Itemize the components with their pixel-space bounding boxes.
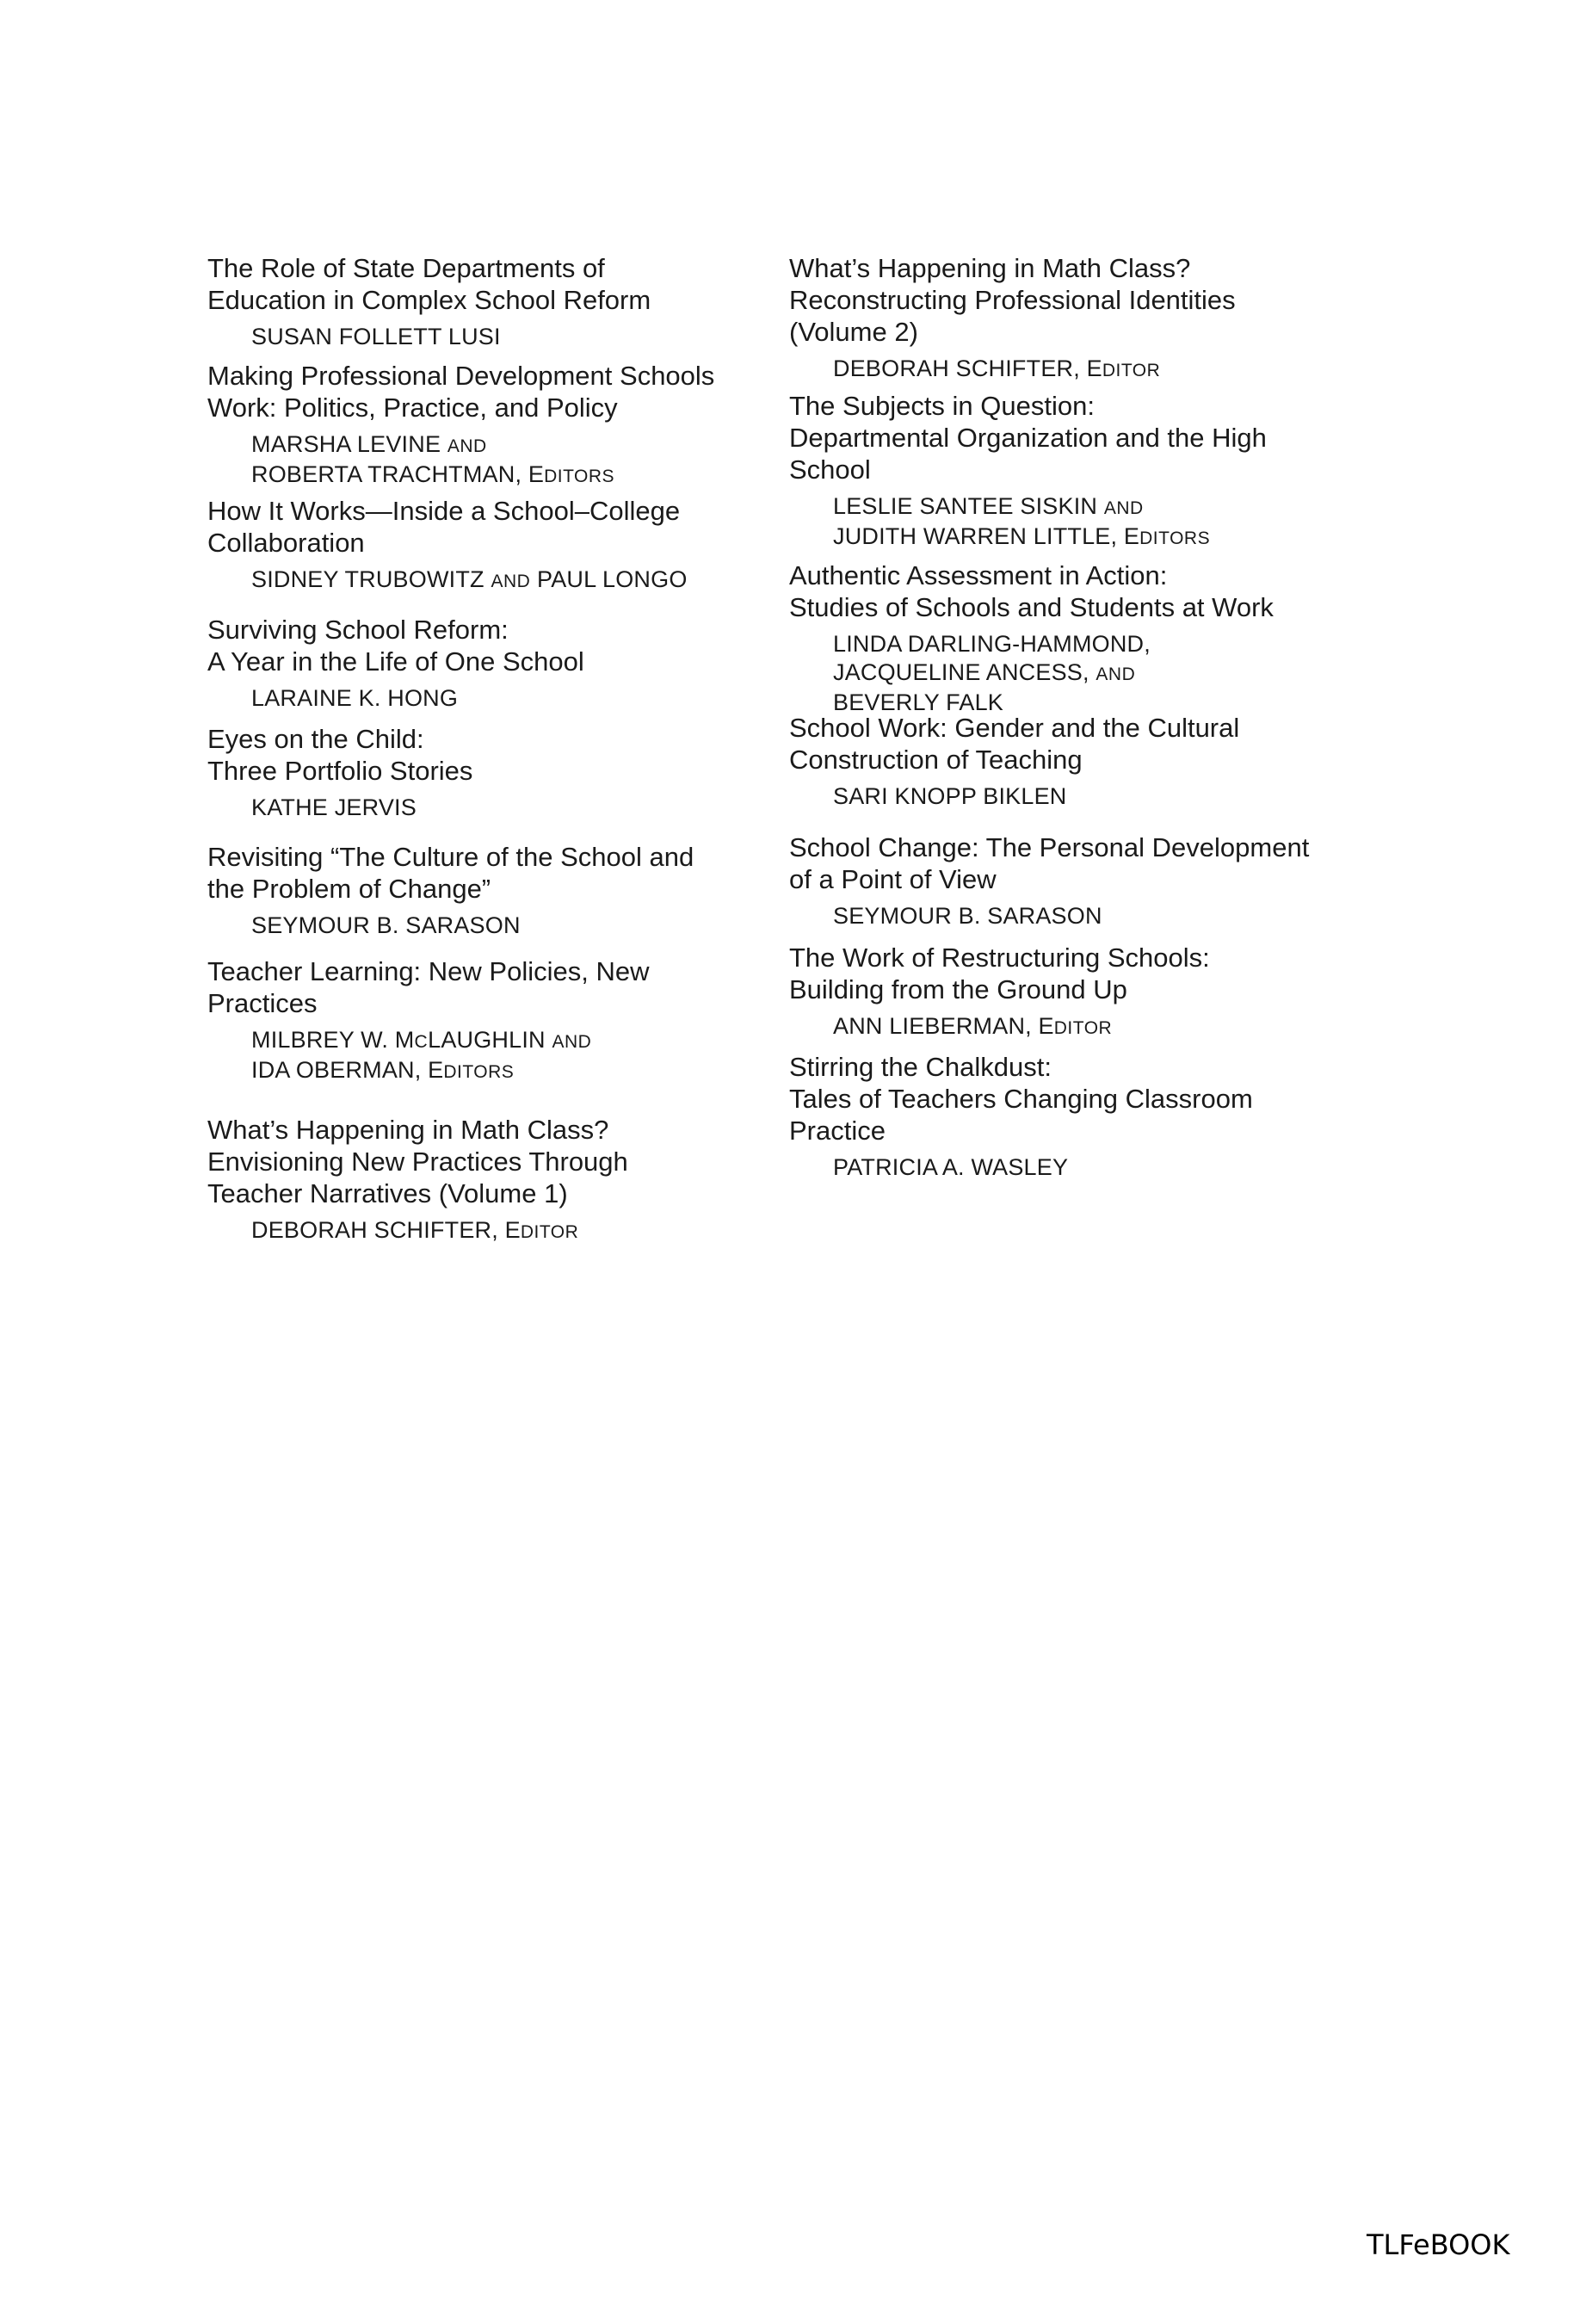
author-text: SEYMOUR B. SARASON	[833, 903, 1102, 929]
author-text: DITORS	[1139, 528, 1211, 548]
book-authors	[833, 782, 1357, 811]
book-authors	[251, 1216, 775, 1246]
book-entry	[207, 1114, 775, 1246]
watermark: TLFeBOOK	[1367, 2228, 1510, 2261]
author-text: C	[414, 1032, 429, 1052]
book-title: The Subjects in Question: Departmental Organization and the High School	[789, 391, 1267, 485]
book-authors	[833, 1012, 1357, 1042]
book-title: Teacher Learning: New Policies, New Practices	[207, 956, 650, 1018]
book-authors	[833, 492, 1357, 553]
author-text: SUSAN FOLLETT LUSI	[251, 324, 501, 349]
author-text: KATHE JERVIS	[251, 794, 417, 820]
book-entry	[789, 252, 1357, 385]
book-entry	[207, 955, 775, 1086]
author-text: IDA OBERMAN, E	[251, 1057, 444, 1083]
book-title: The Role of State Departments of Education in Complex School Reform	[207, 253, 651, 315]
author-text: DEBORAH SCHIFTER, E	[251, 1217, 521, 1243]
author-text: DITOR	[520, 1222, 579, 1242]
book-authors	[833, 630, 1357, 717]
book-entry	[207, 841, 775, 940]
book-entry	[789, 942, 1357, 1042]
book-entry	[207, 723, 775, 822]
author-text: BEVERLY FALK	[833, 689, 1004, 715]
author-text: SIDNEY TRUBOWITZ	[251, 566, 491, 592]
book-title: Authentic Assessment in Action: Studies of Schools and Students at Work	[789, 560, 1274, 622]
book-authors	[251, 684, 775, 713]
author-text: MILBREY W. M	[251, 1027, 415, 1053]
book-title: School Work: Gender and the Cultural Construction of Teaching	[789, 713, 1240, 775]
book-authors	[833, 355, 1357, 385]
author-text: PATRICIA A. WASLEY	[833, 1154, 1069, 1180]
author-text: DITORS	[443, 1062, 515, 1082]
book-title: What’s Happening in Math Class? Envisioning New Practices Through Teacher Narratives (Volume 1)	[207, 1115, 628, 1208]
book-entry	[789, 390, 1357, 553]
author-text: SARI KNOPP BIKLEN	[833, 783, 1067, 809]
author-text: PAUL LONGO	[530, 566, 688, 592]
author-text: JUDITH WARREN LITTLE, E	[833, 523, 1140, 549]
author-text: AND	[447, 436, 487, 456]
author-text: LINDA DARLING-HAMMOND, JACQUELINE ANCESS,	[833, 631, 1151, 685]
author-text: DITOR	[1053, 1018, 1113, 1038]
book-title: Revisiting “The Culture of the School and the Problem of Change”	[207, 842, 694, 904]
author-text: LARAINE K. HONG	[251, 685, 459, 711]
book-authors	[251, 1026, 775, 1086]
author-text: DEBORAH SCHIFTER, E	[833, 355, 1102, 381]
book-authors	[833, 902, 1357, 930]
author-text: DITORS	[544, 467, 615, 486]
author-text: AND	[1096, 664, 1136, 684]
book-entry	[207, 614, 775, 713]
author-text: SEYMOUR B. SARASON	[251, 912, 521, 938]
book-authors	[833, 1153, 1357, 1182]
book-title: How It Works—Inside a School–College Collaboration	[207, 496, 681, 558]
author-text: LAUGHLIN	[428, 1027, 552, 1053]
book-title: The Work of Restructuring Schools: Building from the Ground Up	[789, 943, 1210, 1004]
book-entry	[207, 495, 775, 596]
book-entry	[789, 831, 1357, 930]
author-text: AND	[1103, 498, 1144, 518]
book-entry	[789, 712, 1357, 811]
book-entry	[207, 252, 775, 351]
author-text: AND	[552, 1032, 592, 1052]
book-title: Eyes on the Child: Three Portfolio Stories	[207, 724, 473, 786]
book-title: Surviving School Reform: A Year in the Life of One School	[207, 615, 584, 677]
author-text: MARSHA LEVINE	[251, 431, 447, 457]
book-title: What’s Happening in Math Class? Reconstructing Professional Identities (Volume 2)	[789, 253, 1236, 347]
book-authors	[251, 566, 775, 596]
book-authors	[251, 912, 775, 940]
book-authors	[251, 430, 775, 491]
author-text: LESLIE SANTEE SISKIN	[833, 493, 1104, 519]
author-text: DITOR	[1102, 361, 1161, 380]
book-title: Stirring the Chalkdust: Tales of Teachers Changing Classroom Practice	[789, 1052, 1253, 1146]
author-text: AND	[491, 572, 531, 591]
author-text: ANN LIEBERMAN, E	[833, 1013, 1054, 1039]
book-authors	[251, 794, 775, 822]
book-entry	[207, 360, 775, 491]
book-authors	[251, 323, 775, 351]
book-title: Making Professional Development Schools Work: Politics, Practice, and Policy	[207, 361, 715, 423]
book-entry	[789, 1051, 1357, 1182]
author-text: ROBERTA TRACHTMAN, E	[251, 461, 545, 487]
book-entry	[789, 559, 1357, 717]
book-title: School Change: The Personal Development of a Point of View	[789, 832, 1310, 894]
